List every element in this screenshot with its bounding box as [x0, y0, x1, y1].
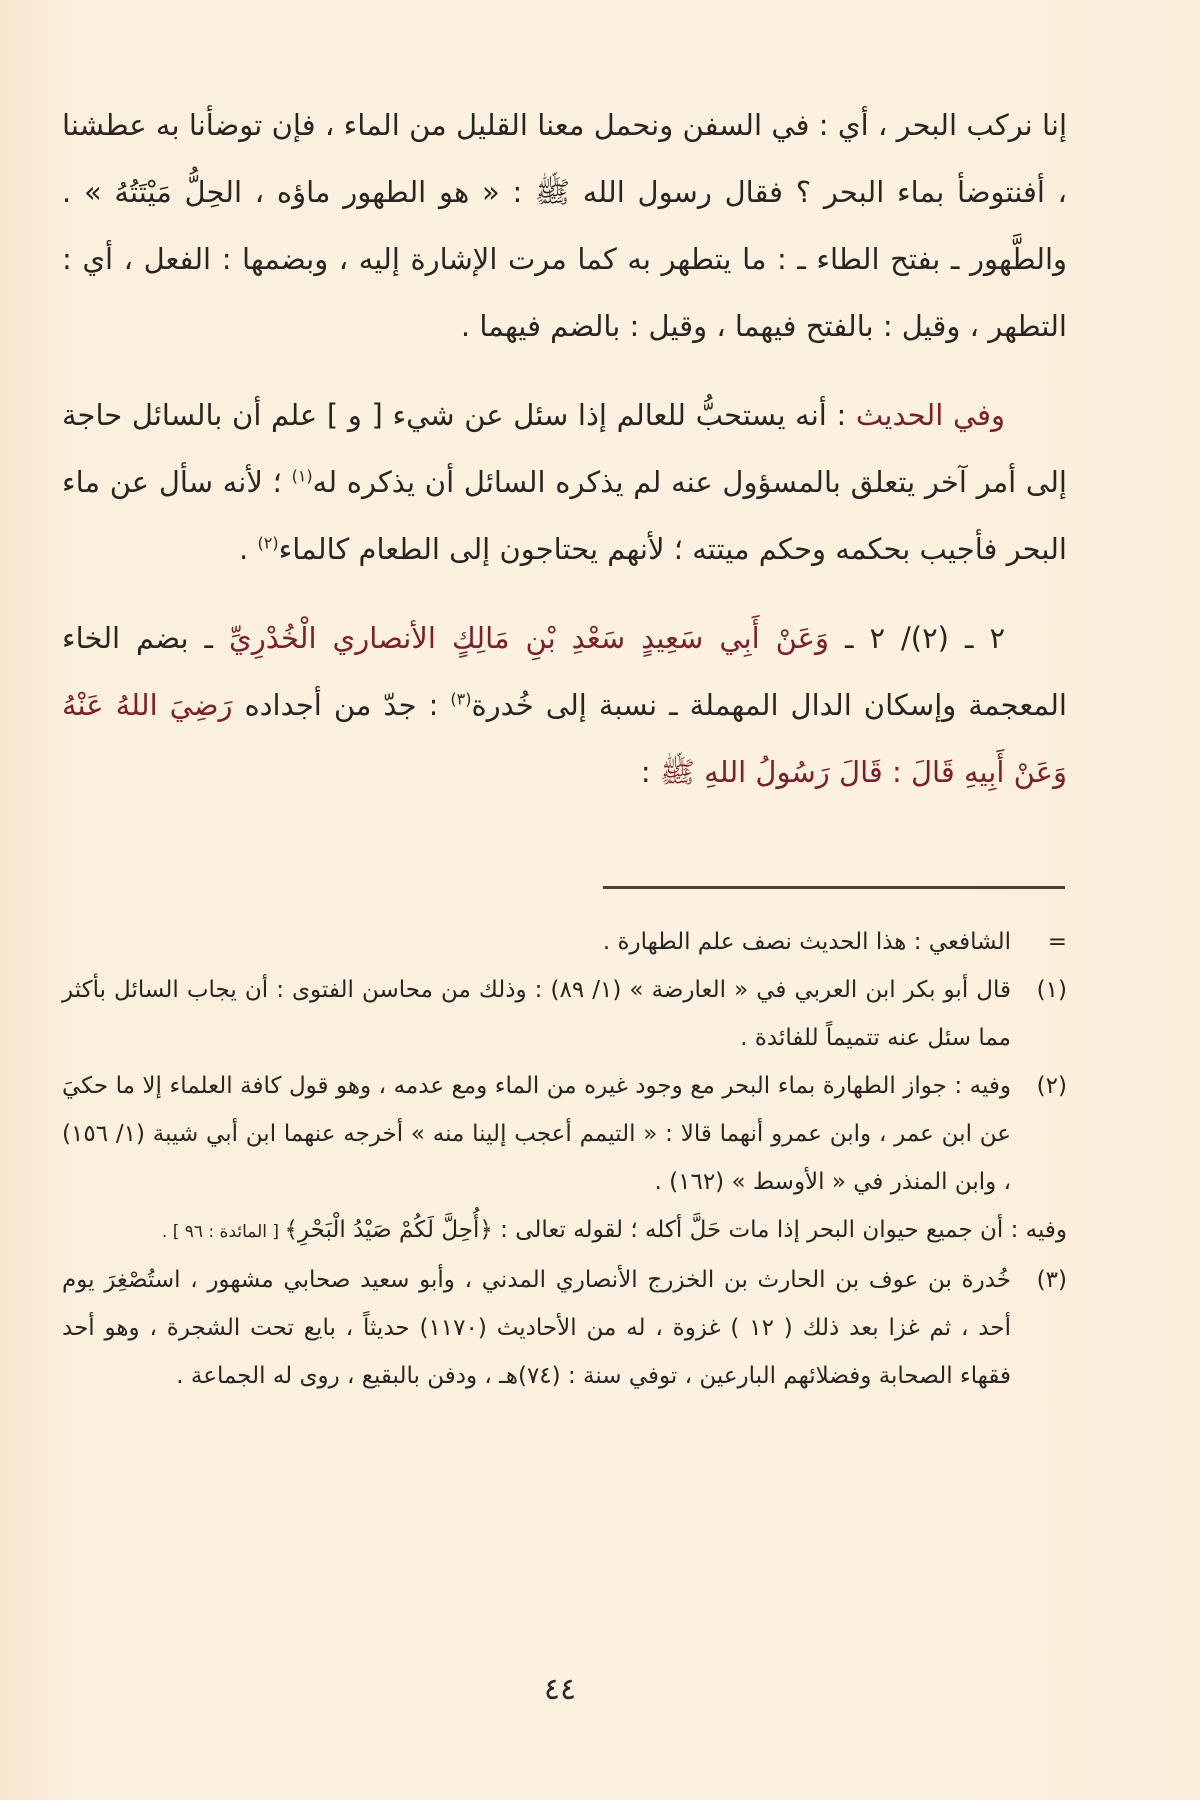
footnote-divider [603, 886, 1065, 889]
text-run: : جدّ من أجداده [232, 688, 451, 722]
footnote-text: وفيه : جواز الطهارة بماء البحر مع وجود غيره من الماء ومع عدمه ، وهو قول كافة العلماء إلا ما حكيَ عن ابن عمر ، وابن عمرو أنهما قالا : « التيمم أعجب إلينا منه » أخرجه عنهما ابن أبي شيبة (١/ ١٥٦) ، وابن المنذر في « الأوسط » (١٦٢) . [62, 1073, 1012, 1195]
text-line: إنا نركب البحر ، أي : في السفن ونحمل معنا القليل من الماء ، فإن توضأنا به [155, 108, 1067, 142]
text-line: مَيْتَتُهُ » . والطَّهور ـ بفتح الطاء ـ : ما يتطهر به كما مرت الإشارة إليه ، وبضمها : [62, 175, 1068, 276]
text-run: ـ بضم الخاء المعجمة وإسكان الدال المهملة ـ نسبة إلى خُدرة [62, 621, 1067, 722]
narrator-name: وَعَنْ أَبِي سَعِيدٍ سَعْدِ بْنِ مَالِكٍ الأنصاري الْخُدْرِيِّ [229, 621, 829, 655]
page-number: ٤٤ [543, 1672, 577, 1707]
footnote-1 [62, 966, 1067, 1062]
section-lead: وفي الحديث [855, 398, 1005, 432]
footnote-text: خُدرة بن عوف بن الحارث بن الخزرج الأنصاري المدني ، وأبو سعيد صحابي مشهور ، استُصْغِرَ يوم أحد ، ثم غزا بعد ذلك ( ١٢ ) غزوة ، له من الأحاديث (١١٧٠) حديثاً ، بايع تحت الشجرة ، وهو أحد فقهاء الصحابة وفضلائهم البارعين ، توفي سنة : (٧٤)هـ ، ودفن بالبقيع ، روى له الجماعة . [62, 1267, 1011, 1389]
text-run: ؛ لأنه سأل عن ماء البحر فأجيب بحكمه وحكم ميتته ؛ لأنهم يحتاجون إلى الطعام كالماء [62, 465, 1067, 566]
paragraph-hadith-2 [62, 605, 1067, 806]
footnote-text: الشافعي : هذا الحديث نصف علم الطهارة . [602, 929, 1011, 955]
text-line: عطشنا ، أفنتوضأ بماء البحر ؟ فقال رسول الله ﷺ : « هو الطهور ماؤه ، الحِلُّ [62, 108, 1067, 209]
footnote-continuation [62, 918, 1067, 966]
main-text [62, 92, 1067, 806]
footnote-ref-2[interactable]: (٢) [257, 533, 279, 553]
paragraph-continuation [62, 92, 1067, 360]
footnote-ref-1[interactable]: (١) [291, 466, 313, 486]
footnote-2-continued [62, 1206, 1067, 1256]
text-run: : [640, 755, 660, 789]
footnotes [62, 918, 1067, 1400]
footnote-text [62, 1206, 1067, 1256]
footnote-text: قال أبو بكر ابن العربي في « العارضة » (١/ ٨٩) : وذلك من محاسن الفتوى : أن يجاب السائل بأكثر مما سئل عنه تتميماً للفائدة . [62, 977, 1012, 1051]
footnote-2 [62, 1062, 1067, 1206]
footnote-number: (٢) [1036, 1073, 1067, 1099]
text-run: : أنه يستحبُّ للعالم إذا سئل عن شيء [ و ] علم أن بالسائل حاجة إلى أمر آخر يتعلق بالمسؤول عنه لم يذكره السائل أن يذكره له [62, 398, 1067, 499]
footnote-3 [62, 1256, 1067, 1400]
footnote-text-run: وفيه : أن جميع حيوان البحر إذا مات حَلَّ أكله ؛ لقوله تعالى : ﴿أُحِلَّ لَكُمْ صَيْدُ الْبَحْرِ﴾ [284, 1217, 1067, 1243]
footnote-number: (٣) [1036, 1267, 1067, 1293]
footnote-number: (١) [1036, 977, 1067, 1003]
text-run: . [239, 532, 258, 566]
footnote-number: = [1047, 929, 1067, 955]
text-line: الفعل ، أي : التطهر ، وقيل : بالفتح فيهما ، وقيل : بالضم فيهما . [62, 242, 1067, 343]
paragraph-hadith-benefit [62, 382, 1067, 583]
quran-reference: [ المائدة : ٩٦ ] . [161, 1222, 285, 1242]
blessing-phrase: رَضِيَ اللهُ عَنْهُ وَعَنْ أَبِيهِ قَالَ : قَالَ رَسُولُ اللهِ ﷺ [62, 688, 1067, 789]
hadith-number: ٢ ـ (٢)/ ٢ ـ [829, 621, 1006, 655]
footnote-ref-3[interactable]: (٣) [450, 689, 472, 709]
